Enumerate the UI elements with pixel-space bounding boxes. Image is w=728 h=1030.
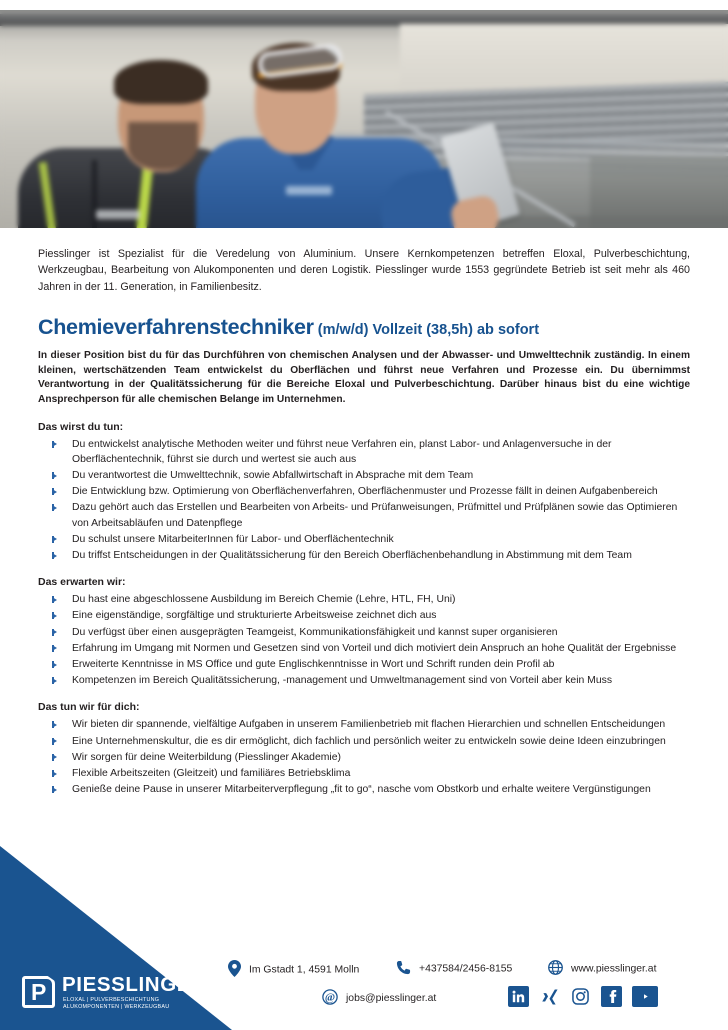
job-title-main: Chemieverfahrenstechniker [38,315,314,340]
bullet-arrow-icon [52,754,57,760]
document-content [38,246,690,798]
list-item [38,641,690,656]
facebook-icon[interactable] [601,986,622,1007]
website-text[interactable]: www.piesslinger.at [571,963,657,975]
logo-tagline-line1: ELOXAL | PULVERBESCHICHTUNG [63,997,160,1003]
list-item [38,673,690,688]
address-text: Im Gstadt 1, 4591 Molln [249,964,360,976]
list-item [38,766,690,781]
list-item [38,468,690,483]
bullet-arrow-icon [52,722,57,728]
list-item [38,484,690,499]
list-item [38,734,690,749]
bullet-arrow-icon [52,536,57,542]
section-heading-tasks: Das wirst du tun: [38,420,124,433]
globe-icon [548,960,563,978]
list-item-text: Erweiterte Kenntnisse in MS Office und gute Englischkenntnisse in Wort und Schrift runden dein Profil ab [72,659,555,671]
section-heading-requirements: Das erwarten wir: [38,576,126,589]
list-item-text: Eine eigenständige, sorgfältige und strukturierte Arbeitsweise zeichnet dich aus [72,610,437,622]
location-pin-icon [228,960,241,980]
list-item-text: Kompetenzen im Bereich Qualitätssicherung, -management und Umweltmanagement sind von Vorteil aber kein Muss [72,675,613,687]
contact-address [228,960,359,980]
list-item [38,437,690,467]
bullet-arrow-icon [52,505,57,511]
list-item-text: Eine Unternehmenskultur, die es dir ermöglicht, dich fachlich und persönlich weiter zu entwickeln sowie deine Ideen einzubringen [72,735,666,747]
section-heading-benefits: Das tun wir für dich: [38,701,140,714]
list-item-text: Du verantwortest die Umwelttechnik, sowie Abfallwirtschaft in Absprache mit dem Team [72,470,474,481]
bullet-arrow-icon [52,441,57,447]
photo-softening-overlay [0,10,728,228]
bullet-arrow-icon [52,489,57,495]
logo-wordmark: PIESSLINGER [62,973,207,996]
contact-email[interactable] [322,989,436,1008]
instagram-icon[interactable] [570,986,591,1007]
list-item-text: Du triffst Entscheidungen in der Qualitätssicherung für den Bereich Oberflächenbehandlung in Abstimmung mit dem Team [72,550,632,562]
bullet-arrow-icon [52,473,57,479]
phone-icon [396,960,411,978]
at-sign-icon [322,989,338,1008]
logo-mark-icon [22,976,55,1008]
list-item [38,592,690,607]
bullet-arrow-icon [52,738,57,744]
list-item-text: Wir bieten dir spannende, vielfältige Aufgaben in unserem Familienbetrieb mit flachen Hierarchien und schnellen Entscheidungen [72,719,666,731]
bullet-arrow-icon [52,678,57,684]
benefits-list [38,717,690,797]
xing-icon[interactable] [539,986,560,1007]
list-item [38,750,690,765]
list-item-text: Du hast eine abgeschlossene Ausbildung im Bereich Chemie (Lehre, HTL, FH, Uni) [72,594,456,606]
task-list [38,437,690,564]
list-item [38,625,690,640]
bullet-arrow-icon [52,645,57,651]
company-logo [22,974,212,1016]
bullet-arrow-icon [52,553,57,559]
bullet-arrow-icon [52,597,57,603]
bullet-arrow-icon [52,629,57,635]
list-item-text: Du schulst unsere MitarbeiterInnen für Labor- und Oberflächentechnik [72,533,394,545]
contact-phone [396,960,512,978]
list-item [38,500,690,530]
bullet-arrow-icon [52,787,57,793]
job-summary-paragraph: In dieser Position bist du für das Durchführen von chemischen Analysen und der Abwasser- und Umwelttechnik zuständig. In einem kleinen, wertschätzenden Team entwickelst du Oberflächen und führst neue Verfahren und Prozesse ein. Du übernimmst Verantwortung in der Qualitätssicherung für die Bereiche Eloxal und Pulverbeschichtung. Darüber hinaus bist du eine wichtige Ansprechperson für alle chemischen Belange im Unternehmen. [38,350,690,405]
page-title [38,315,690,340]
list-item-text: Wir sorgen für deine Weiterbildung (Piesslinger Akademie) [72,751,341,763]
company-intro-paragraph: Piesslinger ist Spezialist für die Veredelung von Aluminium. Unsere Kernkompetenzen betreffen Eloxal, Pulverbeschichtung, Werkzeugbau, Bearbeitung von Alukomponenten und deren Logistik. Piesslinger wurde 1553 gegründete Betrieb ist seit mehr als 460 Jahren in der 11. Generation, in Familienbesitz. [38,248,690,293]
list-item [38,717,690,732]
linkedin-icon[interactable] [508,986,529,1007]
list-item [38,548,690,563]
bullet-arrow-icon [52,613,57,619]
logo-tagline-line2: ALUKOMPONENTEN | WERKZEUGBAU [63,1004,170,1010]
phone-text[interactable]: +437584/2456-8155 [419,963,513,975]
contact-website[interactable] [548,960,656,978]
list-item-text: Genieße deine Pause in unserer Mitarbeiterverpflegung „fit to go“, nasche vom Obstkorb und erhalte weitere Vergünstigungen [72,784,651,796]
list-item-text: Die Entwicklung bzw. Optimierung von Oberflächenverfahren, Oberflächenmuster und Prozesse fällt in deinen Aufgabenbereich [72,486,658,498]
list-item-text: Dazu gehört auch das Erstellen und Bearbeiten von Arbeits- und Prüfanweisungen, Prüfmittel und Prüfplänen sowie das Optimieren von Arbeitsabläufen und Datenpflege [72,502,678,529]
email-text[interactable]: jobs@piesslinger.at [346,993,437,1004]
list-item [38,532,690,547]
list-item-text: Erfahrung im Umgang mit Normen und Gesetzen sind von Vorteil und dich motiviert dein Anspruch an hohe Qualität der Ergebnisse [72,642,677,654]
list-item [38,782,690,797]
social-links [508,986,658,1007]
list-item [38,608,690,623]
requirements-list [38,592,690,688]
list-item-text: Du entwickelst analytische Methoden weiter und führst neue Verfahren ein, planst Labor- und Anlagenversuche in der Oberflächentechnik, führst sie durch und wertest sie auch aus [72,438,612,465]
job-title-details: (m/w/d) Vollzeit (38,5h) ab sofort [317,322,540,339]
list-item-text: Du verfügst über einen ausgeprägten Teamgeist, Kommunikationsfähigkeit und kannst super organisieren [72,626,558,638]
bullet-arrow-icon [52,662,57,668]
list-item [38,657,690,672]
bullet-arrow-icon [52,771,57,777]
list-item-text: Flexible Arbeitszeiten (Gleitzeit) und familiäres Betriebsklima [72,768,351,780]
youtube-icon[interactable] [632,986,658,1007]
svg-text:@: @ [324,991,336,1004]
logo-monogram: P [31,979,47,1005]
hero-photo [0,10,728,228]
